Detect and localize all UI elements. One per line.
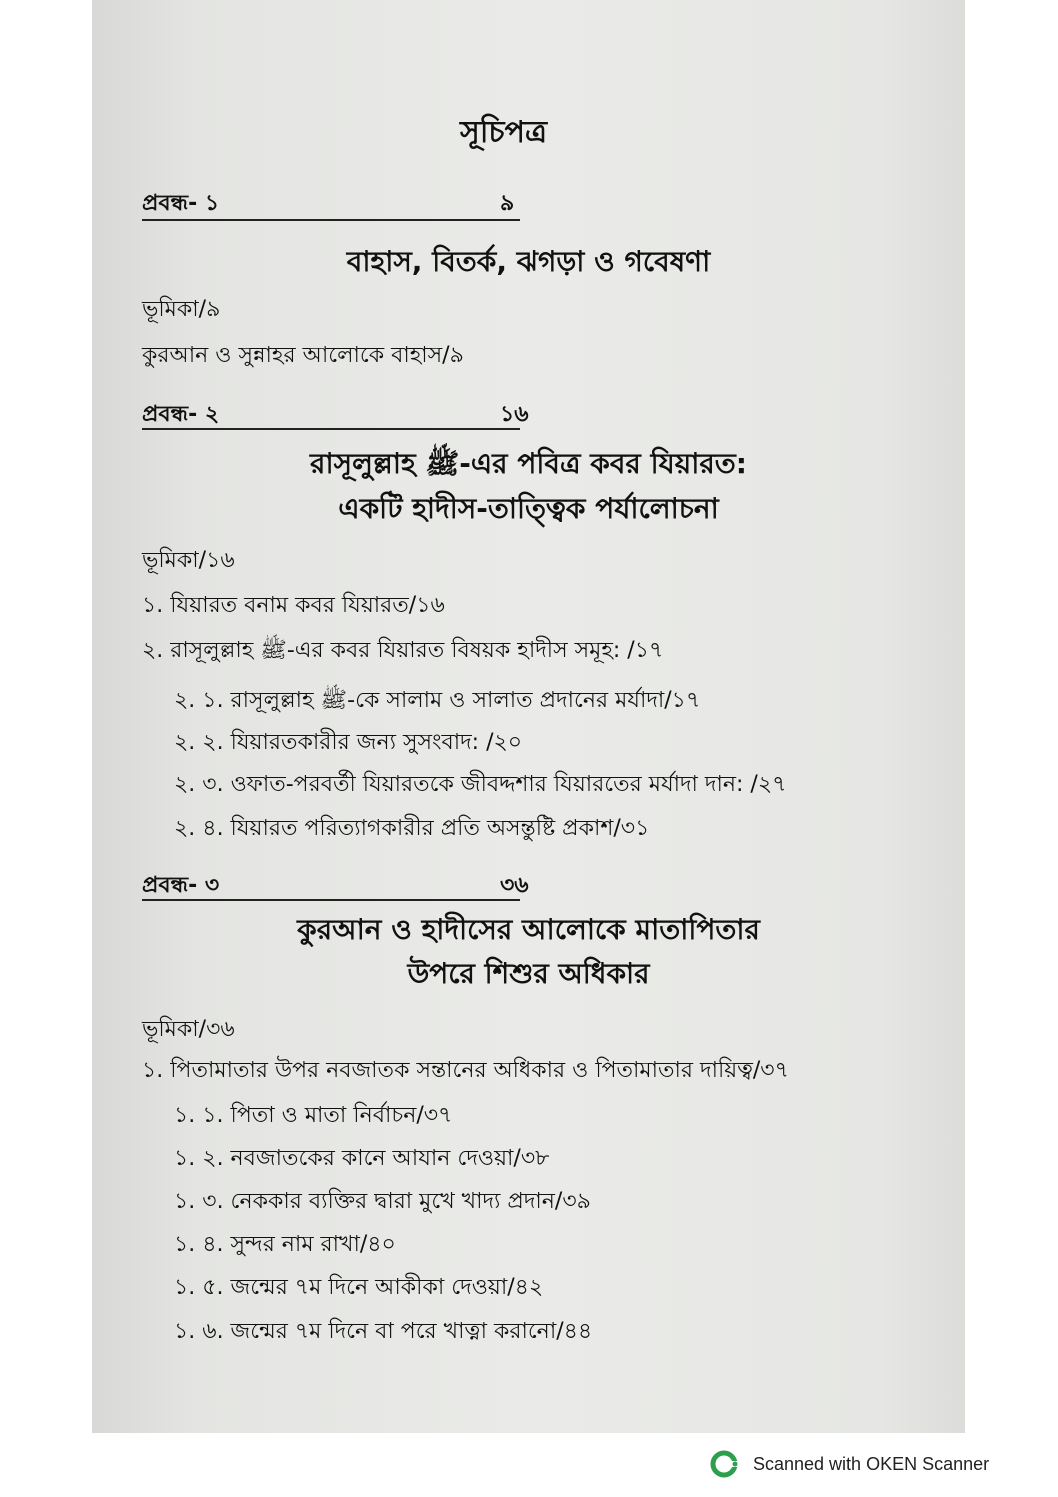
page-title: সূচিপত্র	[460, 115, 547, 150]
section-3-page: ৩৬	[500, 873, 529, 898]
scanner-watermark-text: Scanned with OKEN Scanner	[753, 1453, 990, 1474]
section-2-rule	[142, 428, 520, 430]
section-3-entry: ১. পিতামাতার উপর নবজাতক সন্তানের অধিকার ও পিতামাতার দায়িত্ব/৩৭	[142, 1058, 789, 1083]
section-2-subentry: ২. ৩. ওফাত-পরবর্তী যিয়ারতকে জীবদ্দশার যিয়ারতের মর্যাদা দান: /২৭	[174, 772, 787, 797]
section-3-subentry: ১. ১. পিতা ও মাতা নির্বাচন/৩৭	[174, 1103, 453, 1128]
scanner-watermark	[709, 1447, 989, 1481]
section-1-rule	[142, 219, 520, 221]
section-3-rule	[142, 899, 520, 901]
section-3-subentry: ১. ৬. জন্মের ৭ম দিনে বা পরে খাত্না করানো/৪৪	[174, 1319, 593, 1344]
section-3-heading-line-2: উপরে শিশুর অধিকার	[407, 957, 650, 990]
section-2-heading-line-1: রাসূলুল্লাহ ﷺ-এর পবিত্র কবর যিয়ারত:	[310, 447, 747, 480]
section-3-heading-line-1: কুরআন ও হাদীসের আলোকে মাতাপিতার	[297, 913, 760, 946]
section-1-entry: ভূমিকা/৯	[142, 297, 221, 322]
section-2-heading-line-2: একটি হাদীস-তাত্ত্বিক পর্যালোচনা	[338, 492, 719, 525]
section-3-subentry: ১. ৩. নেককার ব্যক্তির দ্বারা মুখে খাদ্য প্রদান/৩৯	[174, 1189, 591, 1214]
section-2-subentry: ২. ৪. যিয়ারত পরিত্যাগকারীর প্রতি অসন্তুষ্টি প্রকাশ/৩১	[174, 816, 650, 841]
section-2-page: ১৬	[500, 402, 529, 427]
section-1-page: ৯	[500, 191, 515, 216]
section-2-subentry: ২. ২. যিয়ারতকারীর জন্য সুসংবাদ: /২০	[174, 730, 523, 755]
section-2-subentry: ২. ১. রাসূলুল্লাহ ﷺ-কে সালাম ও সালাত প্রদানের মর্যাদা/১৭	[174, 688, 701, 713]
section-3-entry: ভূমিকা/৩৬	[142, 1017, 235, 1042]
book-page	[92, 0, 965, 1433]
oken-scanner-logo-icon	[709, 1449, 739, 1479]
section-3-subentry: ১. ২. নবজাতকের কানে আযান দেওয়া/৩৮	[174, 1146, 550, 1171]
section-2-label: প্রবন্ধ- ২	[142, 402, 220, 427]
section-2-entry: ২. রাসূলুল্লাহ ﷺ-এর কবর যিয়ারত বিষয়ক হাদীস সমূহ: /১৭	[142, 638, 664, 663]
section-3-label: প্রবন্ধ- ৩	[142, 873, 220, 898]
section-1-entry: কুরআন ও সুন্নাহর আলোকে বাহাস/৯	[142, 343, 464, 368]
section-3-subentry: ১. ৫. জন্মের ৭ম দিনে আকীকা দেওয়া/৪২	[174, 1275, 544, 1300]
section-3-subentry: ১. ৪. সুন্দর নাম রাখা/৪০	[174, 1232, 396, 1257]
section-1-label: প্রবন্ধ- ১	[142, 191, 220, 216]
section-2-entry: ১. যিয়ারত বনাম কবর যিয়ারত/১৬	[142, 593, 445, 618]
section-2-entry: ভূমিকা/১৬	[142, 548, 235, 573]
section-1-heading: বাহাস, বিতর্ক, ঝগড়া ও গবেষণা	[346, 245, 711, 278]
